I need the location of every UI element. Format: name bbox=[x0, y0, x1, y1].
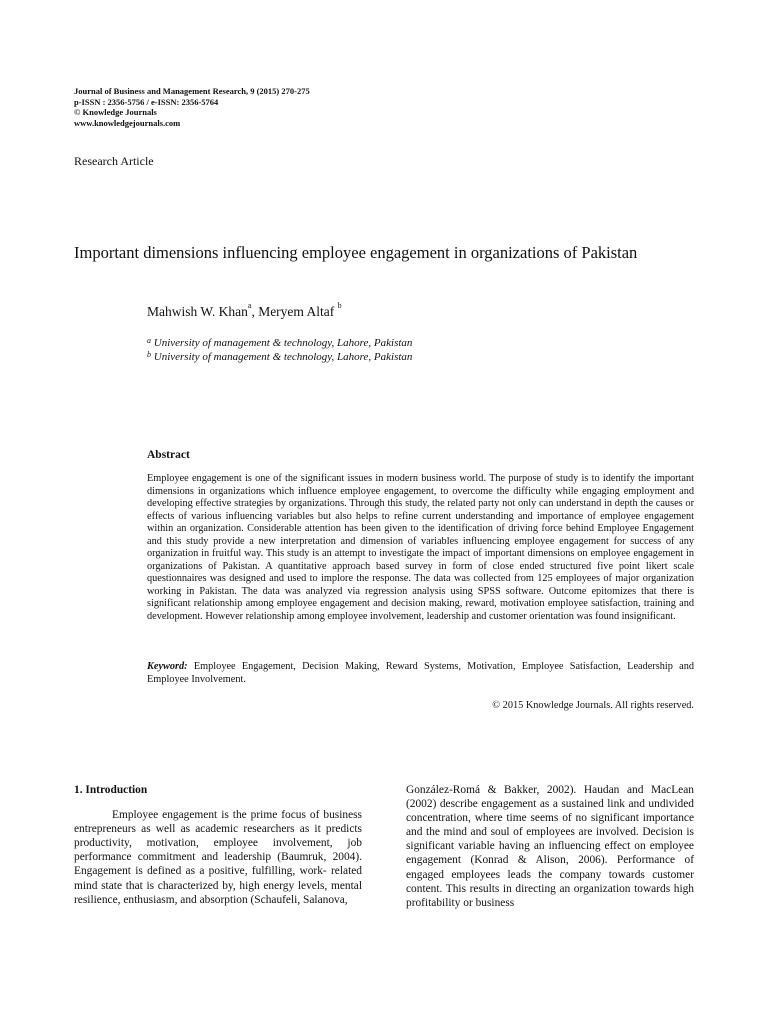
affiliation-mark: a bbox=[147, 336, 151, 345]
author-name: Meryem Altaf bbox=[258, 304, 335, 319]
affiliation-item bbox=[147, 351, 412, 365]
affiliation-list bbox=[147, 337, 412, 364]
intro-paragraph-continued: González-Romá & Bakker, 2002). Haudan and MacLean (2002) describe engagement as a sustained link and undivided concentration, where time seems of no significant importance and the mind and soul of employees are involved. Decision is significant variable having an influencing effect on employee engagement (Konrad & Alison, 2006). Performance of engaged employees leads the company towards customer content. This results in directing an organization towards high profitability or business bbox=[406, 784, 694, 909]
affiliation-mark: b bbox=[147, 349, 151, 359]
journal-citation: Journal of Business and Management Research, 9 (2015) 270-275 bbox=[74, 86, 310, 96]
abstract-heading: Abstract bbox=[147, 449, 190, 461]
author-name: Mahwish W. Khan bbox=[147, 304, 248, 319]
intro-left-column bbox=[74, 783, 362, 907]
journal-website: www.knowledgejournals.com bbox=[74, 117, 181, 128]
intro-paragraph: Employee engagement is the prime focus of business entrepreneurs as well as academic researchers as it predicts productivity, motivation, employee involvement, job performance commitment and leadership (Baumruk, 2004). Engagement is defined as a positive, fulfilling, work- related mind state that is characterized by, high energy levels, mental resilience, enthusiasm, and absorption (Schaufeli, Salanova, bbox=[74, 809, 362, 906]
journal-header bbox=[74, 86, 310, 128]
author-affiliation-mark: a bbox=[247, 301, 252, 310]
intro-right-column bbox=[406, 783, 694, 910]
affiliation-text: University of management & technology, Lahore, Pakistan bbox=[153, 337, 413, 349]
paper-title: Important dimensions influencing employee engagement in organizations of Pakistan bbox=[74, 243, 638, 262]
section-heading: 1. Introduction bbox=[74, 784, 148, 796]
journal-issn: p-ISSN : 2356-5756 / e-ISSN: 2356-5764 bbox=[74, 96, 219, 107]
author-affiliation-mark: b bbox=[337, 301, 342, 310]
affiliation-text: University of management & technology, Lahore, Pakistan bbox=[153, 350, 413, 363]
author-list bbox=[147, 301, 342, 320]
journal-publisher: © Knowledge Journals bbox=[74, 107, 157, 117]
copyright-notice: © 2015 Knowledge Journals. All rights reserved. bbox=[492, 700, 694, 711]
article-type: Research Article bbox=[74, 154, 154, 168]
abstract-body: Employee engagement is one of the significant issues in modern business world. The purpose of study is to identify the important dimensions in organizations which influence employee engagement, to overcome the difficulty while engaging employment and developing effective strategies by organizations. Through this study, the related party not only can understand in depth the causes or effects of various influencing variables but also helps to refine current understanding and importance of employee engagement within an organization. Considerable attention has been given to the identification of driving force behind Employee Engagement and this study provide a new interpretation and dimension of variables influencing employee engagement for success of any organization in fruitful way. This study is an attempt to investigate the impact of important dimensions on employee engagement in organizations of Pakistan. A quantitative approach based survey in form of close ended structured five point likert scale questionnaires was designed and used to implore the response. The data was collected from 125 employees of major organization working in Pakistan. The data was analyzed via regression analysis using SPSS software. Outcome epitomizes that there is significant relationship among employee engagement and decision making, reward, motivation employee satisfaction, training and development. However relationship among employee involvement, leadership and customer orientation was found insignificant. bbox=[147, 473, 694, 622]
author-separator: , bbox=[251, 304, 259, 319]
keywords-text: Employee Engagement, Decision Making, Reward Systems, Motivation, Employee Satisfaction, Leadership and Employee Involvement. bbox=[147, 661, 695, 685]
keywords bbox=[147, 661, 694, 686]
keywords-label: Keyword: bbox=[147, 661, 188, 672]
affiliation-item bbox=[147, 337, 412, 351]
